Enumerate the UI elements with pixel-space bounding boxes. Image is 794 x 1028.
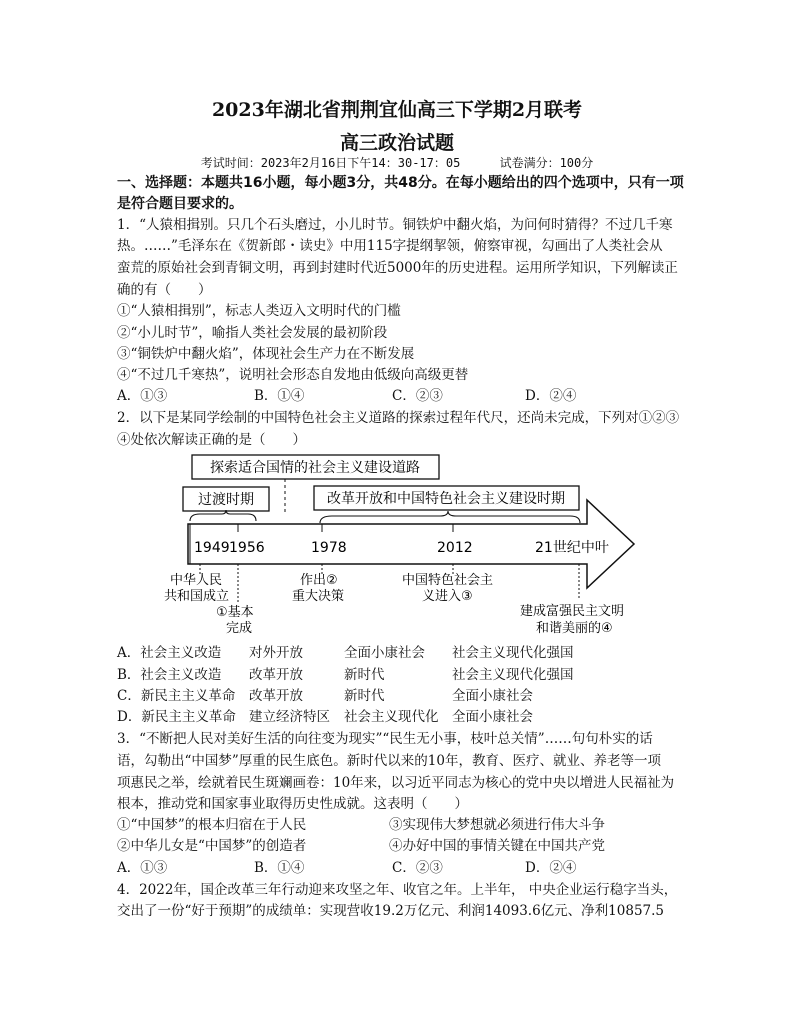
section-heading-line2: 是符合题目要求的。 <box>117 196 243 212</box>
q1-option-c[interactable]: C．②③ <box>392 388 443 404</box>
label-1978-a: 作出② <box>300 573 338 588</box>
q3-item-2: ②中华儿女是“中国梦”的创造者 <box>117 838 307 854</box>
q1-option-b[interactable]: B．①④ <box>254 388 305 404</box>
exam-subtitle: 高三政治试题 <box>339 132 454 154</box>
q2-option-c-4: 全面小康社会 <box>452 688 533 704</box>
q3-option-a[interactable]: A．①③ <box>117 860 168 876</box>
q2-option-a-3: 全面小康社会 <box>344 645 425 661</box>
exam-title: 2023年湖北省荆荆宜仙高三下学期2月联考 <box>211 99 583 121</box>
year-1949: 1949 <box>194 540 230 556</box>
label-1978-b: 重大决策 <box>292 589 345 604</box>
label-2012-a: 中国特色社会主 <box>402 573 494 588</box>
q3-item-3: ③实现伟大梦想就必须进行伟大斗争 <box>389 817 605 833</box>
label-1949-b: 共和国成立 <box>164 589 230 604</box>
q3-option-c[interactable]: C．②③ <box>392 860 443 876</box>
q3-stem-line: 根本，推动党和国家事业取得历史性成就。这表明（ ） <box>117 796 468 812</box>
label-1956-b: 完成 <box>226 621 253 636</box>
label-end-a: 建成富强民主文明 <box>520 604 625 619</box>
q2-option-a-4: 社会主义现代化强国 <box>452 645 574 661</box>
section-heading-line1: 一、选择题：本题共16小题，每小题3分，共48分。在每小题给出的四个选项中，只有一项 <box>117 175 684 191</box>
q3-stem-line: 3．“不断把人民对美好生活的向往变为现实”“民生无小事，枝叶总关情”……句句朴实的话 <box>117 731 653 747</box>
q1-stem-line: 蛮荒的原始社会到青铜文明，再到封建时代近5000年的历史进程。运用所学知识，下列解读正 <box>117 260 678 276</box>
q3-stem-line: 语，勾勒出“中国梦”厚重的民生底色。新时代以来的10年，教育、医疗、就业、养老等一项 <box>117 753 661 769</box>
q2-option-b-2: 改革开放 <box>249 667 303 683</box>
q4-stem-line: 4．2022年，国企改革三年行动迎来攻坚之年、收官之年。上半年， 中央企业运行稳字当头， <box>117 882 678 898</box>
q1-item: ③“铜铁炉中翻火焰”，体现社会生产力在不断发展 <box>117 346 415 362</box>
q3-item-1: ①“中国梦”的根本归宿在于人民 <box>117 817 307 833</box>
q3-option-d[interactable]: D．②④ <box>525 860 577 876</box>
q4-stem-line: 交出了一份“好于预期”的成绩单：实现营收19.2万亿元、利润14093.6亿元、净利10857.5 <box>117 903 665 919</box>
q3-stem-line: 项惠民之举，绘就着民生斑斓画卷：10年来，以习近平同志为核心的党中央以增进人民福祉为 <box>117 775 675 791</box>
q2-option-c-3: 新时代 <box>344 688 385 704</box>
q2-option-d-2: 建立经济特区 <box>249 709 330 725</box>
q1-item: ①“人猿相揖别”，标志人类迈入文明时代的门槛 <box>117 303 401 319</box>
q2-option-c-1: C．新民主主义革命 <box>117 688 236 704</box>
q2-option-a-2: 对外开放 <box>249 645 303 661</box>
q2-option-c-2: 改革开放 <box>249 688 303 704</box>
q1-item: ②“小儿时节”，喻指人类社会发展的最初阶段 <box>117 325 388 341</box>
left-box-label: 过渡时期 <box>198 492 254 508</box>
label-2012-b: 义进入③ <box>422 589 473 604</box>
year-1956: 1956 <box>229 540 265 556</box>
q2-option-d-3: 社会主义现代化 <box>344 709 439 725</box>
q1-stem-line: 热。……”毛泽东在《贺新郎・读史》中用115字提纲挈领，俯察审视，勾画出了人类社会从 <box>117 238 663 254</box>
top-box-label: 探索适合国情的社会主义建设道路 <box>210 460 420 476</box>
q2-option-d-4: 全面小康社会 <box>452 709 533 725</box>
q2-option-b-1: B．社会主义改造 <box>117 667 222 683</box>
q1-item: ④“不过几千寒热”，说明社会形态自发地由低级向高级更替 <box>117 367 469 383</box>
q2-option-d-1: D．新民主主义革命 <box>117 709 236 725</box>
q3-option-b[interactable]: B．①④ <box>254 860 305 876</box>
label-1956-a: ①基本 <box>216 605 254 620</box>
q3-item-4: ④办好中国的事情关键在中国共产党 <box>389 838 605 854</box>
label-end-b: 和谐美丽的④ <box>536 621 613 636</box>
q2-stem-line: 2．以下是某同学绘制的中国特色社会主义道路的探索过程年代尺，还尚未完成，下列对①②③ <box>117 410 680 426</box>
right-box-label: 改革开放和中国特色社会主义建设时期 <box>327 491 565 507</box>
q1-stem-line: 1．“人猿相揖别。只几个石头磨过，小儿时节。铜铁炉中翻火焰，为问何时猜得？不过几千寒 <box>117 217 673 233</box>
year-2012: 2012 <box>437 540 473 556</box>
brace-right <box>320 511 580 523</box>
q1-option-d[interactable]: D．②④ <box>525 388 577 404</box>
q2-option-b-4: 社会主义现代化强国 <box>452 667 574 683</box>
year-mid-century: 21世纪中叶 <box>535 540 609 556</box>
q2-option-a-1: A．社会主义改造 <box>117 645 222 661</box>
full-score: 试卷满分：100分 <box>499 156 594 170</box>
label-1949-a: 中华人民 <box>170 573 223 588</box>
exam-time: 考试时间：2023年2月16日下午14：30-17：05 <box>200 156 461 170</box>
year-1978: 1978 <box>311 540 347 556</box>
q1-stem-line: 确的有（ ） <box>117 282 212 298</box>
q2-option-b-3: 新时代 <box>344 667 385 683</box>
q1-option-a[interactable]: A．①③ <box>117 388 168 404</box>
q2-stem-line: ④处依次解读正确的是（ ） <box>117 432 306 448</box>
